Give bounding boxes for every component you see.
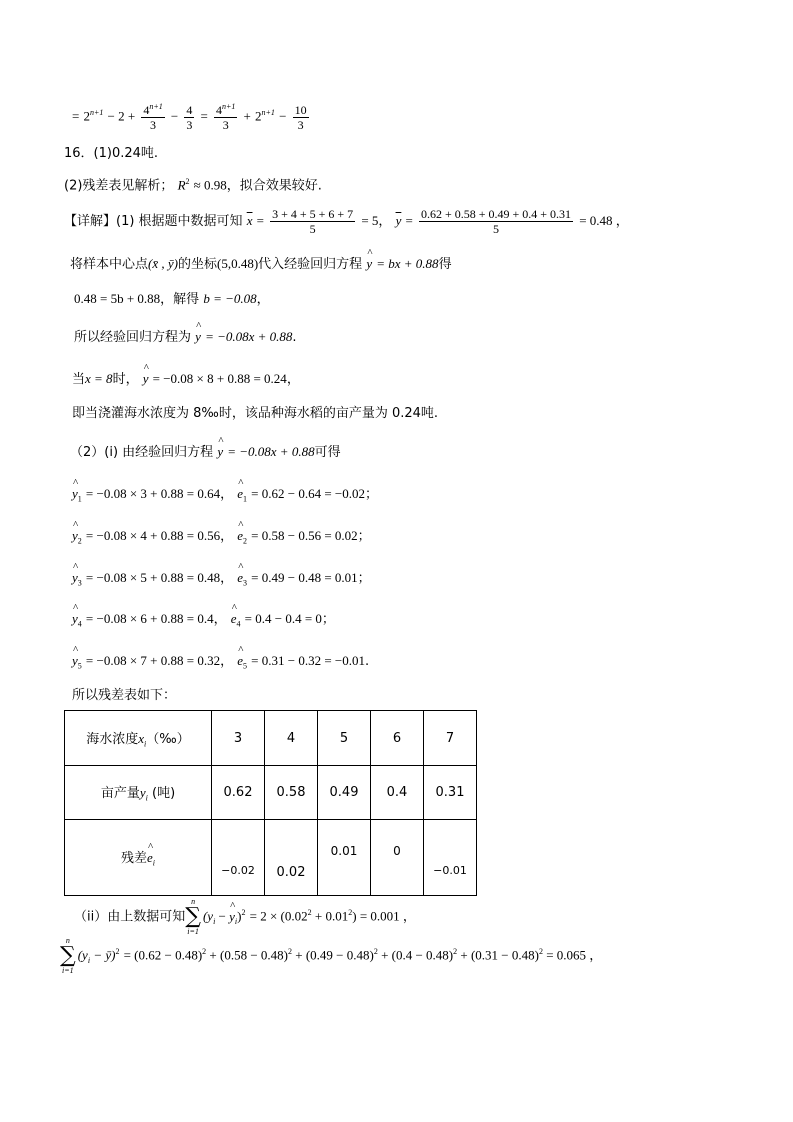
punct: .	[292, 330, 297, 345]
r2-value: ≈ 0.98	[193, 177, 227, 193]
cell-value: −0.02	[221, 864, 255, 877]
term: (y	[202, 908, 214, 924]
denominator: 3	[186, 117, 193, 132]
punct: ，	[286, 372, 300, 387]
sigma-symbol: n ∑ i=1	[185, 897, 201, 936]
fraction	[214, 103, 237, 131]
eq-sign: =	[72, 108, 80, 124]
condition: x = 8	[85, 371, 113, 386]
variable: x	[138, 730, 145, 746]
subscript: 3	[77, 578, 82, 588]
subscript: 4	[77, 619, 82, 629]
residual-line	[72, 612, 335, 629]
subscript: 4	[236, 619, 241, 629]
subscript: i	[213, 917, 216, 927]
punct: ；	[365, 487, 379, 502]
denominator: 3	[222, 118, 229, 132]
numerator: 3 + 4 + 5 + 6 + 7	[272, 207, 354, 221]
residual-table	[64, 710, 477, 896]
regression-equation: = −0.08x + 0.88	[205, 329, 293, 344]
upper-limit: n	[65, 936, 70, 945]
text: 将样本中心点	[70, 257, 149, 272]
calculation: + 0.01	[311, 908, 349, 924]
unit: （‰）	[146, 731, 190, 747]
exponent: n+1	[89, 108, 104, 118]
exponent: 2	[202, 947, 207, 957]
e-hat: ^ e	[237, 571, 243, 584]
conclusion-line: 即当浇灌海水浓度为 8‰时，该品种海水稻的亩产量为 0.24吨.	[72, 406, 439, 421]
table-row	[65, 711, 477, 766]
punct: ；	[321, 612, 335, 627]
e-expression: = 0.4 − 0.4 = 0	[244, 611, 322, 626]
detail-line	[64, 208, 629, 235]
table-cell	[318, 820, 371, 896]
label: 亩产量	[100, 786, 140, 802]
lower-limit: i=1	[62, 966, 74, 975]
subscript: i	[87, 956, 91, 966]
sep: ，	[213, 612, 227, 627]
table-cell: 0.4	[371, 766, 424, 820]
sigma-symbol: n ∑ i=1	[60, 936, 76, 975]
y-hat: ^ y	[72, 571, 78, 584]
table-row	[65, 820, 477, 896]
text: 代入经验回归方程	[258, 257, 363, 272]
eq-sign: =	[200, 108, 208, 124]
regression-equation: = bx + 0.88	[376, 256, 439, 271]
y-expression: = −0.08 × 5 + 0.88 = 0.48	[85, 570, 221, 585]
denominator: 3	[150, 118, 157, 132]
y-hat: ^ y	[366, 257, 372, 270]
cell-value: −0.01	[433, 864, 467, 877]
y-hat: ^ y	[143, 372, 149, 385]
subscript: 1	[77, 494, 82, 504]
center-line	[70, 257, 452, 271]
result: ) = 0.001 ，	[352, 908, 416, 924]
table-cell: 0.49	[318, 766, 371, 820]
r2-symbol: R	[177, 177, 186, 193]
minus: −	[215, 908, 230, 924]
subscript: i	[234, 917, 238, 927]
row-header	[65, 820, 212, 896]
y-result: = 0.48 ，	[579, 213, 629, 228]
subscript: 2	[243, 536, 248, 546]
sep: ，	[220, 654, 234, 669]
calculation: + (0.49 − 0.48)	[291, 947, 374, 963]
text: （ii）由上数据可知	[74, 909, 186, 925]
text: 得	[438, 257, 452, 272]
table-cell: 0.58	[265, 766, 318, 820]
table-cell: 4	[265, 711, 318, 766]
numerator: 10	[294, 102, 307, 117]
q16-part2	[64, 178, 322, 192]
subscript: 2	[77, 536, 82, 546]
text: ，解得	[160, 292, 200, 307]
close-paren: )	[237, 908, 242, 924]
exponent: 2	[538, 947, 543, 957]
y-expression: = −0.08 × 3 + 0.88 = 0.64	[85, 486, 221, 501]
plus: +	[243, 108, 251, 124]
table-cell	[212, 820, 265, 896]
subscript: i	[145, 793, 148, 803]
regression-equation: = −0.08x + 0.88	[227, 444, 315, 459]
y-hat: ^ y	[72, 487, 78, 500]
solve-b-line	[74, 292, 270, 306]
numerator: 0.62 + 0.58 + 0.49 + 0.4 + 0.31	[420, 207, 572, 221]
row-header	[65, 766, 212, 820]
sep: ，	[220, 529, 234, 544]
table-row	[65, 766, 477, 820]
sep: ，	[220, 487, 234, 502]
text: 可得	[314, 445, 341, 460]
e-hat: ^ e	[237, 529, 243, 542]
exponent: 2	[453, 947, 458, 957]
regression-line	[74, 330, 297, 344]
y-expression: = −0.08 × 6 + 0.88 = 0.4	[85, 611, 214, 626]
table-cell: 5	[318, 711, 371, 766]
subscript: 5	[77, 661, 82, 671]
residual-line	[72, 571, 371, 588]
y-mean-fraction	[419, 208, 573, 235]
variable: y	[139, 785, 146, 801]
e-expression: = 0.49 − 0.48 = 0.01	[251, 570, 358, 585]
punct: ；	[357, 529, 371, 544]
text: 时，	[112, 372, 139, 387]
exponent: n+1	[222, 102, 236, 111]
r2-exponent: 2	[185, 177, 190, 186]
table-intro: 所以残差表如下：	[72, 688, 177, 703]
sep: ，	[220, 571, 234, 586]
numerator: 4	[143, 103, 150, 117]
when8-line	[72, 372, 300, 386]
variable: ^ e	[147, 850, 153, 866]
numerator: 4	[216, 103, 222, 117]
numerator: 4	[186, 102, 193, 117]
y-hat: ^ y	[195, 330, 201, 343]
table-cell	[424, 820, 477, 896]
exponent: 2	[307, 908, 312, 918]
calculation: = −0.08 × 8 + 0.88 = 0.24	[152, 371, 287, 386]
upper-limit: n	[191, 897, 196, 906]
table-cell: 6	[371, 711, 424, 766]
equation: 0.48 = 5b + 0.88	[74, 291, 161, 306]
y-hat: ^ y	[217, 445, 223, 458]
x-bar: $\overline{x}$	[246, 213, 253, 228]
text: 所以经验回归方程为	[74, 330, 192, 345]
y-expression: = −0.08 × 7 + 0.88 = 0.32	[85, 653, 221, 668]
cell-value: 0.02	[276, 865, 306, 880]
equation-line-top	[72, 103, 311, 131]
coordinates: (5,0.48)	[216, 256, 259, 271]
cell-value: 0.01	[330, 843, 358, 858]
table-cell	[371, 820, 424, 896]
fraction	[293, 104, 309, 131]
q16-heading: 16．(1)0.24吨.	[64, 146, 159, 161]
y-bar: $\overline{y}$	[395, 213, 402, 228]
table-cell	[265, 820, 318, 896]
part2-text: (2)残差表见解析；	[64, 178, 174, 194]
e-expression: = 0.31 − 0.32 = −0.01	[251, 653, 365, 668]
detail-label: 【详解】(1) 根据题中数据可知	[64, 214, 243, 229]
fraction	[141, 103, 164, 131]
table-cell: 7	[424, 711, 477, 766]
term: (y	[77, 947, 88, 963]
subscript: 5	[243, 661, 248, 671]
r2-tail: ，拟合效果较好.	[226, 178, 322, 194]
result: = 0.065 ，	[542, 947, 603, 963]
calculation: = 2 × (0.02	[249, 908, 308, 924]
calculation: = (0.62 − 0.48)	[123, 947, 203, 963]
text: 的坐标	[177, 257, 217, 272]
e-hat: ^ e	[231, 612, 237, 625]
punct: ；	[357, 571, 371, 586]
residual-line	[72, 529, 371, 546]
unit: (吨)	[152, 786, 176, 802]
text: （2）(i) 由经验回归方程	[70, 445, 214, 460]
subscript: i	[152, 858, 156, 868]
x-mean-fraction	[270, 208, 355, 235]
subscript: 1	[243, 494, 248, 504]
y-hat: ^ y	[72, 654, 78, 667]
y-hat: ^ y	[72, 529, 78, 542]
calculation: + (0.58 − 0.48)	[206, 947, 288, 963]
exponent: 2	[373, 947, 378, 957]
y-hat: ^ y	[72, 612, 78, 625]
residual-line	[72, 487, 378, 504]
lower-limit: i=1	[187, 927, 199, 936]
e-hat: ^ e	[237, 487, 243, 500]
part2-intro	[70, 445, 341, 459]
y-hat: ^ y	[229, 910, 235, 923]
calculation: + (0.31 − 0.48)	[457, 947, 539, 963]
label: 残差	[120, 851, 147, 867]
subscript: 3	[243, 578, 248, 588]
b-value: b = −0.08	[203, 291, 257, 306]
table-cell: 0.31	[424, 766, 477, 820]
punct: ，	[256, 292, 270, 307]
exponent: n+1	[149, 102, 163, 111]
label: 海水浓度	[86, 731, 139, 747]
exponent: 2	[287, 947, 292, 957]
denominator: 5	[493, 222, 499, 236]
sum2-line	[60, 937, 602, 975]
denominator: 3	[297, 117, 304, 132]
exponent: 2	[348, 908, 353, 918]
minus: −	[279, 108, 287, 124]
exponent: 2	[115, 947, 120, 957]
residual-line	[72, 654, 369, 671]
exponent: 2	[241, 908, 246, 918]
text: 当	[72, 372, 86, 387]
term: − 2 +	[107, 108, 136, 124]
term: 2	[83, 108, 90, 124]
eq-sign: =	[405, 213, 413, 228]
subscript: i	[144, 739, 147, 749]
eq-sign: =	[256, 213, 264, 228]
x-result: = 5，	[361, 213, 392, 228]
minus: −	[170, 108, 179, 124]
exponent: n+1	[261, 108, 275, 118]
denominator: 5	[309, 222, 316, 236]
punct: .	[365, 654, 370, 669]
term: 2	[255, 108, 262, 124]
fraction	[184, 104, 194, 131]
table-cell: 0.62	[212, 766, 265, 820]
e-hat: ^ e	[237, 654, 243, 667]
term: − ȳ)	[90, 947, 116, 963]
y-expression: = −0.08 × 4 + 0.88 = 0.56	[85, 528, 221, 543]
point: (x̄ , ȳ)	[148, 256, 178, 271]
table-cell: 3	[212, 711, 265, 766]
row-header	[65, 711, 212, 766]
calculation: + (0.4 − 0.48)	[377, 947, 454, 963]
e-expression: = 0.58 − 0.56 = 0.02	[251, 528, 358, 543]
cell-value: 0	[393, 843, 401, 858]
sum1-line	[74, 898, 416, 936]
e-expression: = 0.62 − 0.64 = −0.02	[251, 486, 365, 501]
